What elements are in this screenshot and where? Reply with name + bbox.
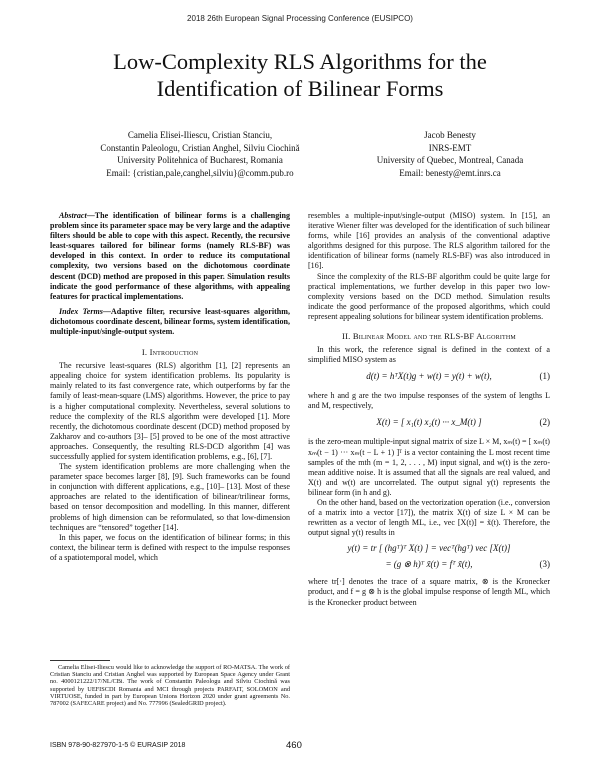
authors-left-affiliation: University Politehnica of Bucharest, Romania (117, 155, 283, 166)
equation-3-line-2 (308, 559, 550, 577)
equation-1-body: d(t) = hᵀX(t)g + w(t) = y(t) + w(t), (366, 371, 492, 382)
right-paragraph-2: Since the complexity of the RLS-BF algorithm could be quite large for practical implementations, we further develop in this paper two low-complexity versions based on the DCD method. Simulation results indicate the good performance of the proposed algorithms, which could represent appealing solutions for bilinear system identification problems. (308, 271, 550, 321)
title-line-2: Identification of Bilinear Forms (156, 76, 444, 101)
equation-3-line-2-body: = (g ⊗ h)ᵀ x̃(t) = fᵀ x̃(t), (385, 559, 473, 570)
intro-paragraph-2: The system identification problems are more challenging when the parameter space becomes larger [8], [9]. Such frameworks can be found in conjunction with different applications, e.g., [10]– [13]. Most of these approaches are related to the identification of bilinear/trilinear forms, based on tensor decomposition and modelling. In this manner, different problems of high dimension can be reformulated, so that low-dimension techniques are “tensored” together [14]. (50, 462, 290, 532)
authors-right-org: INRS-EMT (428, 142, 472, 153)
index-terms-text: Adaptive filter, recursive least-squares algorithm, dichotomous coordinate descent, bilinear forms, system identification, multiple-input/single-output system. (50, 306, 290, 337)
equation-1 (308, 371, 550, 391)
section-2-heading: II. Bilinear Model and the RLS-BF Algorithm (342, 331, 516, 342)
page-number: 460 (286, 740, 302, 751)
equation-3-line-1 (308, 543, 550, 559)
footnote-block (50, 660, 290, 707)
equation-2 (308, 417, 550, 437)
abstract-label: Abstract— (59, 211, 95, 220)
equation-3-number: (3) (539, 559, 550, 570)
footnote-text: Camelia Elisei-Iliescu would like to acknowledge the support of RO-MATSA. The work of Cristian Stanciu and Cristian Anghel was supported by European Space Agency under Grant no. 4000121222/17/NL/CBi. The work of Constantin Paleologu and Silviu Ciochină was supported by UEFISCDI Romania and MCI through projects PARFAIT, SOLOMON and VIRTUOSE, funded in part by European Unions Horizon 2020 under grant agreements No. 787002 (SAFECARE project) and No. 777996 (SealedGRID project). (50, 664, 290, 708)
title-line-1: Low-Complexity RLS Algorithms for the (113, 49, 487, 74)
footnote-rule (50, 660, 110, 661)
section-2-intro: In this work, the reference signal is defined in the context of a simplified MISO system as (308, 345, 550, 365)
conference-header: 2018 26th European Signal Processing Conference (EUSIPCO) (187, 14, 413, 23)
vectorization-paragraph: On the other hand, based on the vectorization operation (i.e., conversion of a matrix into a vector [17]), the matrix X(t) of size L × M can be rewritten as a vector of length ML, i.e., vec [X(t)] = x̃(t). Therefore, the output signal y(t) results in (308, 497, 550, 538)
authors-left-email: Email: {cristian,pale,canghel,silviu}@comm.pub.ro (106, 167, 294, 178)
index-terms-label: Index Terms— (59, 306, 111, 316)
paper-title (40, 48, 560, 102)
equation-1-number: (1) (539, 371, 550, 382)
index-terms (50, 307, 290, 337)
after-equation-2: is the zero-mean multiple-input signal matrix of size L × M, xₘ(t) = [ xₘ(t) xₘ(t − 1) ··· xₘ(t − L + 1) ]ᵀ is a vector containing the L most recent time samples of the mth (m = 1, 2, . . . , M) input signal, and w(t) is the zero-mean additive noise. It is assumed that all the signals are real valued, and X(t) and w(t) are uncorrelated. The output signal y(t) represents the bilinear form (in h and g). (308, 437, 550, 497)
authors-left-line-1: Camelia Elisei-Iliescu, Cristian Stanciu, (127, 130, 273, 140)
authors-left (50, 129, 350, 179)
authors-left-line-2: Constantin Paleologu, Cristian Anghel, Silviu Ciochină (100, 142, 300, 153)
right-column (308, 211, 550, 608)
abstract (50, 211, 290, 302)
after-equation-1: where h and g are the two impulse responses of the system of lengths L and M, respectively, (308, 391, 550, 411)
footer-isbn: ISBN 978-90-827970-1-5 © EURASIP 2018 (50, 742, 186, 749)
authors-right-affiliation: University of Quebec, Montreal, Canada (376, 155, 524, 166)
intro-paragraph-1: The recursive least-squares (RLS) algorithm [1], [2] represents an appealing choice for system identification problems. Its popularity is mainly related to its fast convergence rate, which outperforms by far the family of least-mean-square (LMS) algorithms. However, the price to pay is a higher computational complexity. Nevertheless, several solutions to reduce the complexity of the RLS algorithm were developed [1]. More recently, the dichotomous coordinate descent (DCD) method proposed by Zakharov and co-authors [3]– [5] proved to be one of the most attractive approaches. Consequently, the resulting RLS-DCD algorithm [4] was successfully applied for system identification problems, e.g., [6], [7]. (50, 361, 290, 461)
after-equation-3: where tr[·] denotes the trace of a square matrix, ⊗ is the Kronecker product, and f = g ⊗ h is the global impulse response of length ML, which is the Kronecker product between (308, 577, 550, 607)
equation-3-line-1-body: y(t) = tr [ (hgᵀ)ᵀ X(t) ] = vecᵀ(hgᵀ) vec [X(t)] (347, 543, 511, 554)
section-1-heading: I. Introduction (141, 347, 199, 358)
authors-right-email: Email: benesty@emt.inrs.ca (399, 167, 501, 178)
left-column (50, 211, 290, 563)
right-paragraph-1: resembles a multiple-input/single-output (MISO) system. In [15], an iterative Wiener filter was developed for the identification of such bilinear forms, while [16] provides an analysis of the conventional adaptive algorithms designed for this purpose. The RLS algorithm tailored for the identification of bilinear forms (namely RLS-BF) was also introduced in [16]. (308, 211, 550, 271)
abstract-text: The identification of bilinear forms is a challenging problem since its parameter space may be very large and the adaptive filters should be able to cope with this aspect. Recently, the recursive least-squares tailored for bilinear forms (namely RLS-BF) was developed in this context. In order to reduce its computational complexity, two versions based on the dichotomous coordinate descent (DCD) method are proposed in this paper. Simulation results indicate the good performance of these algorithms, with appealing features for practical implementations. (50, 211, 290, 301)
intro-paragraph-3: In this paper, we focus on the identification of bilinear forms; in this context, the bilinear term is defined with respect to the impulse responses of a spatiotemporal model, which (50, 532, 290, 562)
equation-2-body: X(t) = [ x₁(t) x₂(t) ··· x_M(t) ] (376, 417, 482, 428)
authors-right (350, 129, 550, 179)
authors-right-name: Jacob Benesty (424, 130, 476, 140)
equation-2-number: (2) (539, 417, 550, 428)
